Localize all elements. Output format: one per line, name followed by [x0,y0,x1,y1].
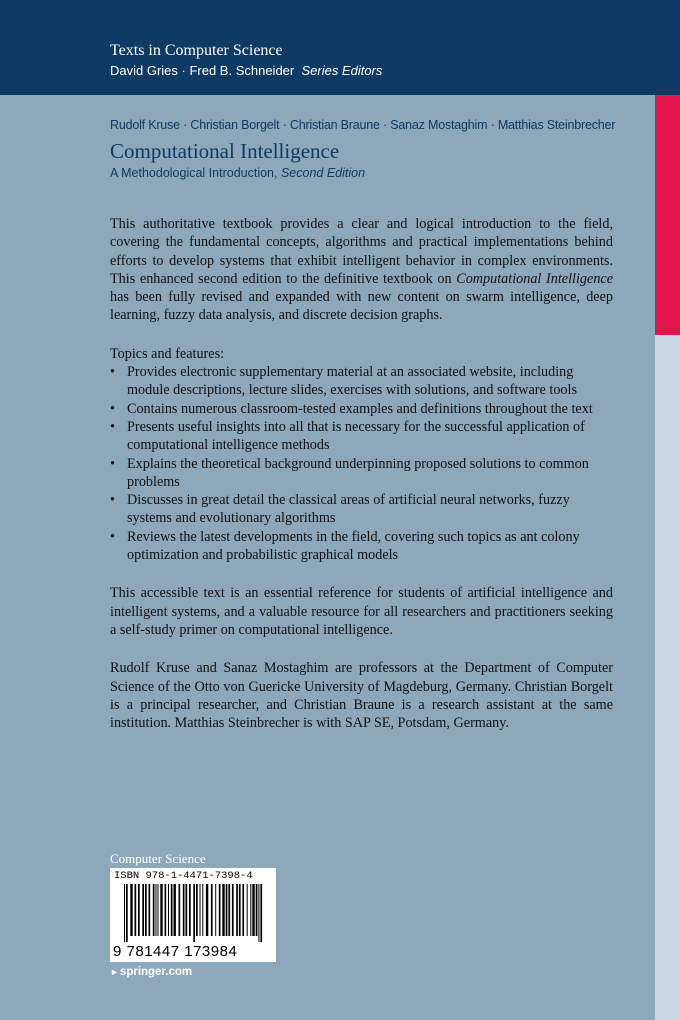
subtitle-text: A Methodological Introduction, [110,166,278,180]
feature-item [110,528,613,565]
barcode-bars [124,884,264,942]
barcode-bar [202,884,203,936]
series-editors-role: Series Editors [301,63,383,78]
barcode-bar [135,884,137,936]
barcode-bar [232,884,234,936]
feature-text: Presents useful insights into all that is necessary for the successful application of computational intelligence methods [127,418,585,454]
barcode-bar [219,884,221,936]
feature-text: Explains the theoretical background underpinning proposed solutions to common problems [127,455,589,490]
ean-number: 9 781447 173984 [113,943,238,960]
summary-paragraph: This accessible text is an essential reference for students of artificial intelligence and intelligent systems, and a valuable resource for all researchers and practitioners seeking a self-study primer on computational intelligence. [110,585,613,638]
topics-heading: Topics and features: [110,345,225,362]
barcode-bar [189,884,191,936]
barcode-bar [168,884,169,936]
barcode-bar [200,884,201,936]
barcode-bar [206,884,208,936]
barcode-bar [183,884,185,936]
barcode-bar [138,884,140,936]
edition-text: Second Edition [280,166,366,180]
barcode-bar [256,884,258,936]
barcode-bar [242,884,244,936]
barcode-bar [252,884,254,936]
barcode-bar [149,884,151,936]
barcode-bar [258,884,259,942]
category-label: Computer Science [110,851,206,866]
barcode-bar [250,884,251,936]
feature-text: Reviews the latest developments in the field, covering such topics as ant colony optimization and probabilistic graphical models [127,528,580,564]
barcode-bar [158,884,159,936]
feature-item [110,418,613,455]
barcode-bar [215,884,216,936]
publisher-link[interactable] [110,966,192,978]
barcode-bar [247,884,248,936]
barcode-bar [130,884,132,936]
bullet-icon: • [110,528,115,545]
barcode-bar [239,884,241,936]
barcode-bar [186,884,188,936]
series-editors [110,63,382,78]
feature-text: Discusses in great detail the classical areas of artificial neural networks, fuzzy systems and evolutionary algorithms [127,492,570,527]
intro-italic-title: Computational Intelligence [456,270,614,287]
barcode-bar [196,884,198,936]
isbn-barcode [110,868,276,962]
intro-text-1: This authoritative textbook provides a clear and logical introduction to the field, covering the fundamental concepts, algorithms and practical implementations behind efforts to develop systems that exhibit intelligent behavior in complex environments. This enhanced second edition to the definitive textbook on [110,216,613,287]
feature-item [110,400,613,418]
barcode-bar [142,884,144,936]
series-editors-names: David Gries · Fred B. Schneider [110,63,295,78]
barcode-bar [228,884,230,936]
barcode-bar [211,884,213,936]
back-cover-text [110,215,613,732]
bullet-icon: • [110,492,115,509]
bullet-icon: • [110,364,115,381]
feature-text: Contains numerous classroom-tested examples and definitions throughout the text [127,400,593,417]
bullet-icon: • [110,400,115,417]
barcode-bar [222,884,224,936]
accent-stripe-light [655,335,680,1020]
barcode-bar [156,884,157,936]
feature-item [110,455,613,492]
feature-text: Provides electronic supplementary material at an associated website, including module descriptions, lecture slides, exercises with solutions, and software tools [127,364,577,399]
intro-text-2: has been fully revised and expanded with new content on swarm intelligence, deep learning, fuzzy data analysis, and discrete decision graphs. [110,289,613,324]
barcode-bar [260,884,262,942]
feature-item [110,491,613,528]
author-bio-paragraph: Rudolf Kruse and Sanaz Mostaghim are professors at the Department of Computer Science of the Otto von Guericke University of Magdeburg, Germany. Christian Borgelt is a principal researcher, and Christian Braune is a research assistant at the same institution. Matthias Steinbrecher is with SAP SE, Potsdam, Germany. [110,660,613,732]
book-authors: Rudolf Kruse · Christian Borgelt · Christian Braune · Sanaz Mostaghim · Matthias Steinbrecher [110,118,616,132]
bullet-icon: • [110,455,115,472]
feature-item [110,363,613,400]
arrow-icon: ► [110,967,119,977]
intro-paragraph [110,215,613,325]
barcode-bar [124,884,125,942]
barcode-bar [179,884,181,936]
barcode-bar [226,884,228,936]
barcode-bar [145,884,147,936]
publisher-url: springer.com [119,966,193,978]
barcode-bar [174,884,176,936]
barcode-bar [160,884,162,936]
isbn-number: ISBN 978-1-4471-7398-4 [114,870,253,882]
features-list [110,363,613,564]
book-subtitle [110,166,365,180]
book-title: Computational Intelligence [110,139,340,163]
series-title: Texts in Computer Science [110,42,283,59]
barcode-bar [153,884,155,936]
series-header [0,0,680,95]
barcode-bar [171,884,173,936]
barcode-bar [236,884,238,936]
accent-stripe-red [655,95,680,335]
barcode-bar [193,884,195,942]
bullet-icon: • [110,418,115,435]
barcode-bar [126,884,128,942]
barcode-bar [165,884,167,936]
